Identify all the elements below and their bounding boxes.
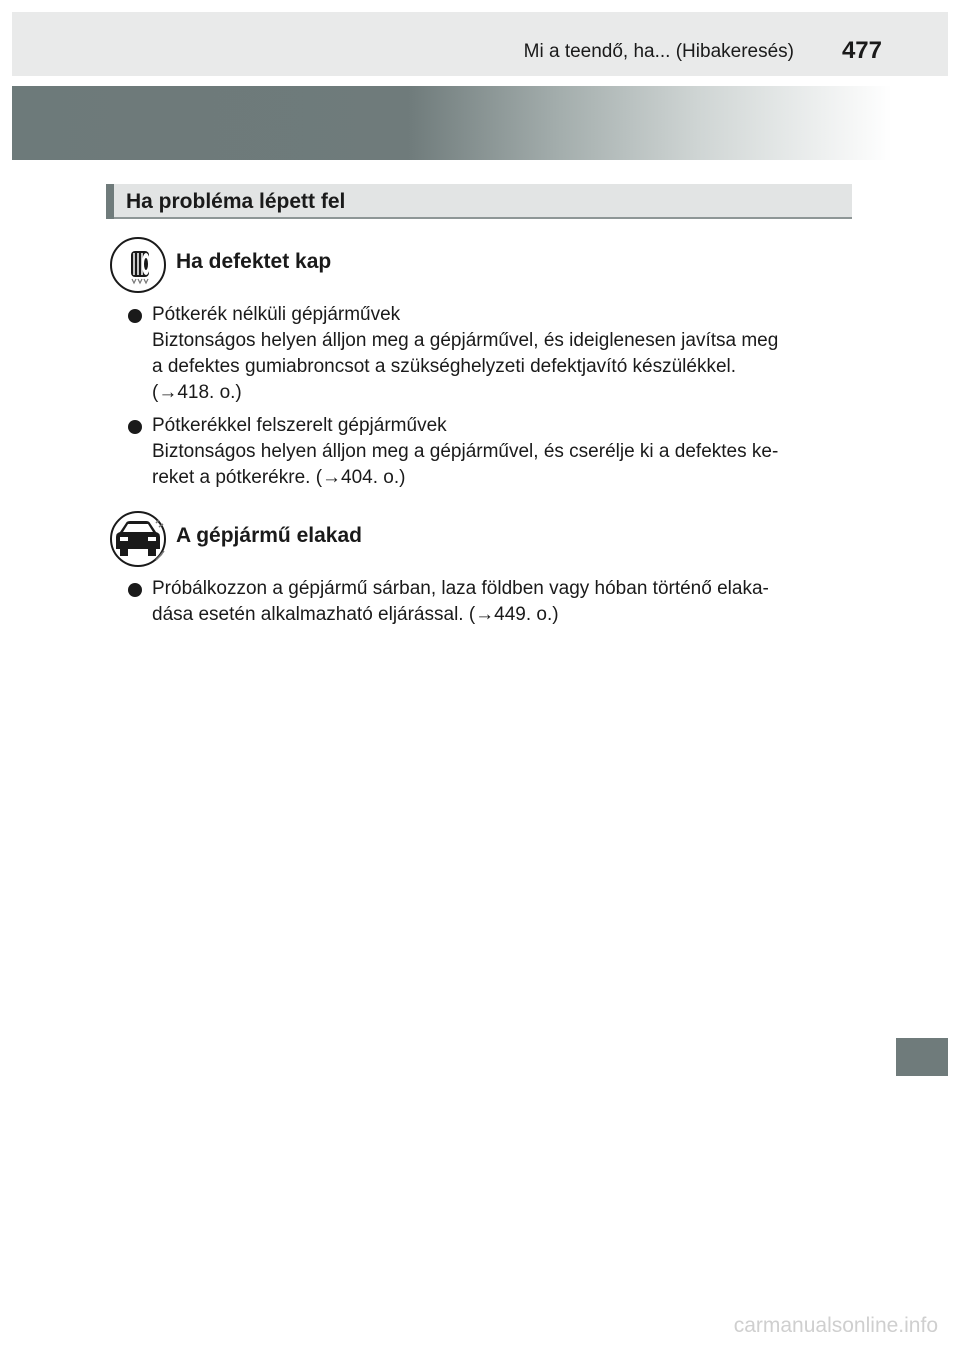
list-item-text: Biztonságos helyen álljon meg a gépjárművel, és cserélje ki a defektes ke- [152,441,779,462]
list-item-text: Próbálkozzon a gépjármű sárban, laza földben vagy hóban történő elaka- [152,578,769,599]
page-number: 477 [841,37,882,64]
list-item-text: dása esetén alkalmazható eljárással. (→449. o.) [152,604,559,625]
page-reference: (→418. o.) [152,382,242,403]
chapter-title: Mi a teendő, ha... (Hibakeresés) [523,41,794,62]
decorative-banner [12,86,892,160]
bullet [128,583,142,597]
list-item-text: reket a pótkerékre. (→404. o.) [152,467,406,488]
stuck-car-icon [110,511,166,567]
stuck-vehicle-heading: A gépjármű elakad [176,524,362,547]
page-header [12,12,948,76]
section-heading [106,184,852,219]
list-item-title: Pótkerék nélküli gépjárművek [152,304,401,325]
bullet [128,309,142,323]
watermark: carmanualsonline.info [733,1314,938,1337]
list-item-text: Biztonságos helyen álljon meg a gépjárművel, és ideiglenesen javítsa meg [152,330,779,351]
list-item-text: a defektes gumiabroncsot a szükséghelyzeti defektjavító készülékkel. [152,356,737,377]
list-item-title: Pótkerékkel felszerelt gépjárművek [152,415,447,436]
chapter-tab [896,1038,948,1076]
tire-icon [110,237,166,293]
bullet [128,420,142,434]
section-title: Ha probléma lépett fel [126,190,346,213]
flat-tire-heading: Ha defektet kap [176,250,332,273]
